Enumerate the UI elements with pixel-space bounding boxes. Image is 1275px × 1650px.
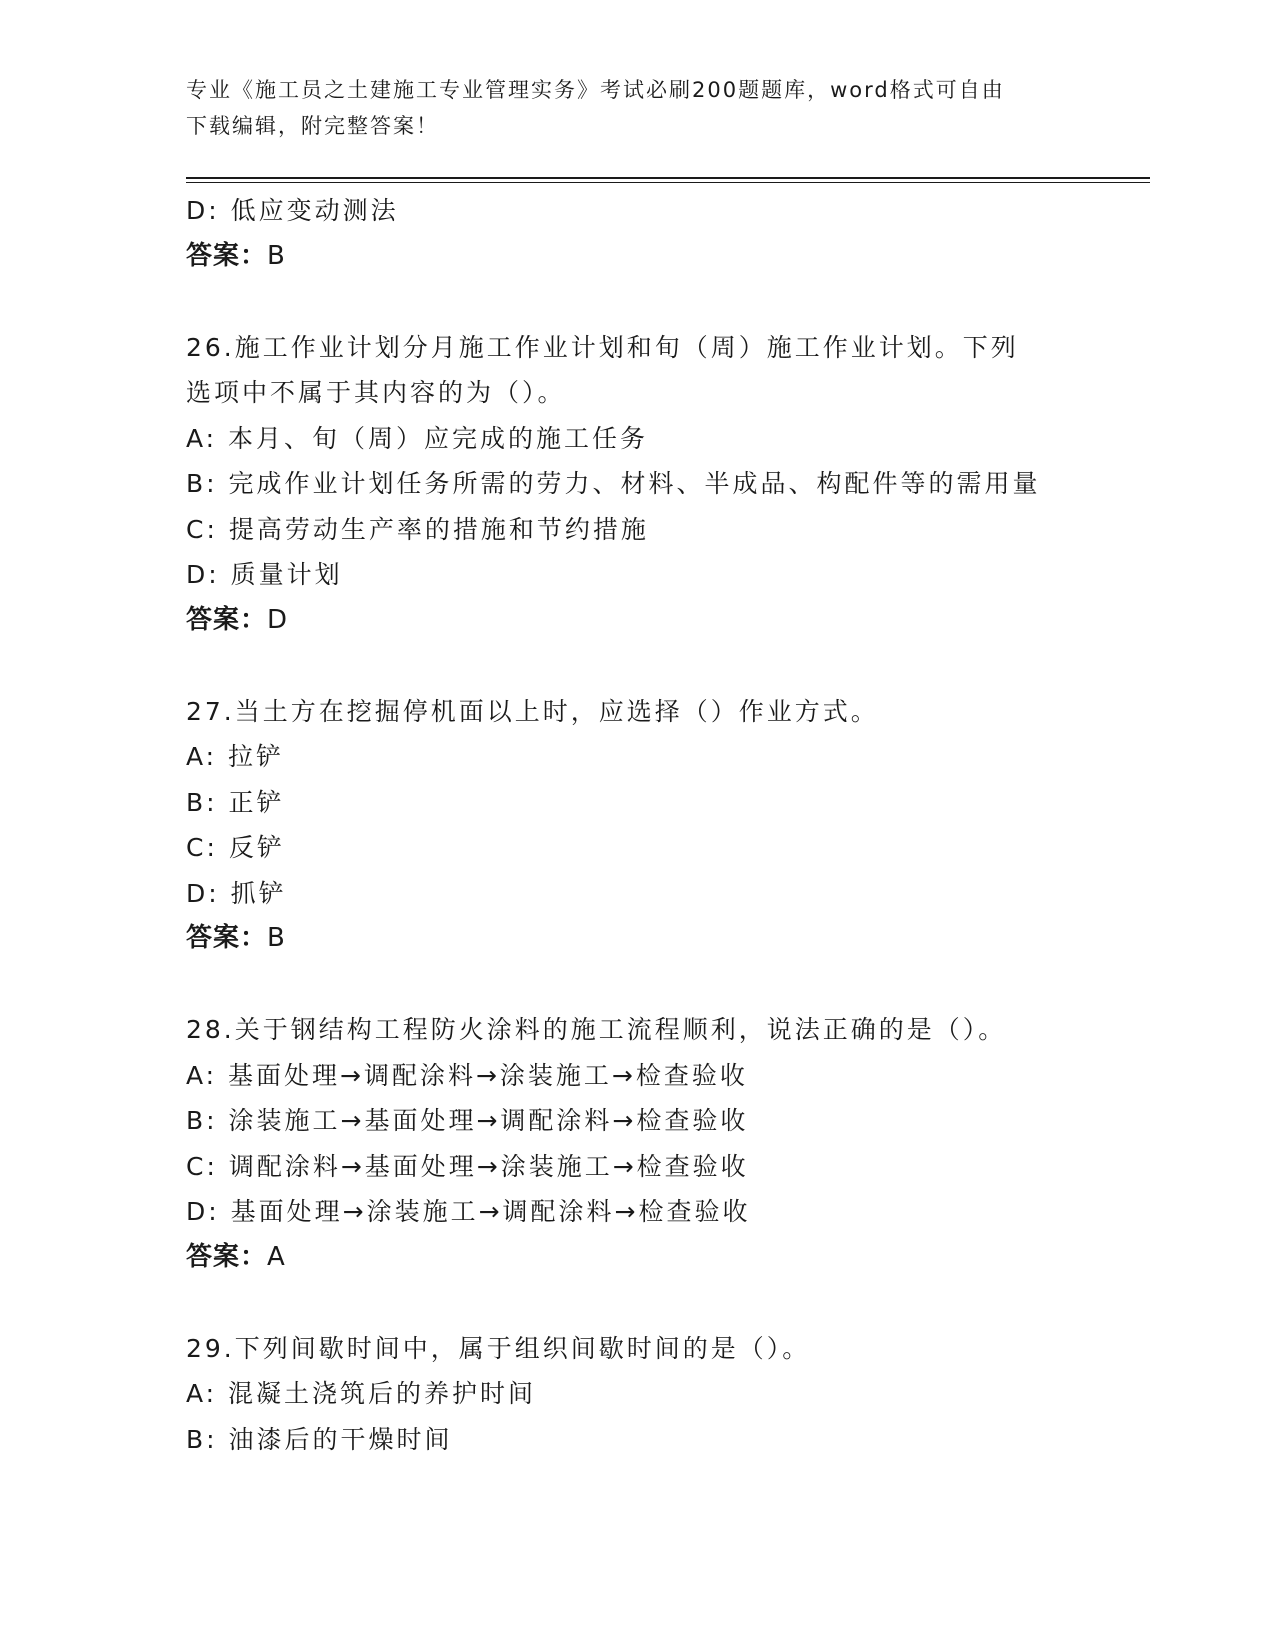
header-line-1: 专业《施工员之土建施工专业管理实务》考试必刷200题题库，word格式可自由	[186, 78, 1005, 102]
question-28-answer	[186, 1235, 1086, 1281]
answer-value: B	[267, 923, 286, 953]
question-27-answer	[186, 916, 1086, 962]
question-26-option-c: C: 提高劳动生产率的措施和节约措施	[186, 514, 649, 544]
question-27-option-d: D: 抓铲	[186, 878, 287, 908]
question-26-option-b: B: 完成作业计划任务所需的劳力、材料、半成品、构配件等的需用量	[186, 469, 1041, 498]
question-26-answer	[186, 598, 1086, 644]
question-list	[186, 188, 1086, 1462]
question-29-option-b: B: 油漆后的干燥时间	[186, 1424, 453, 1454]
spacer	[186, 279, 1086, 325]
question-29-option-a: A: 混凝土浇筑后的养护时间	[186, 1379, 537, 1408]
answer-value: A	[267, 1241, 286, 1272]
answer-label: 答案：	[186, 240, 268, 271]
answer-label: 答案：	[186, 1241, 268, 1272]
spacer	[186, 1280, 1086, 1326]
carryover-answer	[186, 234, 1086, 280]
question-28-option-c: C: 调配涂料→基面处理→涂装施工→检查验收	[186, 1151, 749, 1181]
question-29-text: 29.下列间歇时间中，属于组织间歇时间的是（）。	[186, 1333, 811, 1363]
question-27-option-a: A: 拉铲	[186, 742, 285, 771]
carryover-option-d: D: 低应变动测法	[186, 196, 399, 225]
answer-value: B	[267, 240, 286, 271]
header-line-2: 下载编辑，附完整答案！	[186, 114, 439, 138]
question-28-option-b: B: 涂装施工→基面处理→调配涂料→检查验收	[186, 1106, 749, 1135]
spacer	[186, 962, 1086, 1008]
question-26-option-a: A: 本月、旬（周）应完成的施工任务	[186, 423, 649, 453]
header-divider-thick	[186, 177, 1150, 179]
question-26-text: 26.施工作业计划分月施工作业计划和旬（周）施工作业计划。下列选项中不属于其内容的为（）。	[186, 332, 1019, 407]
answer-value: D	[267, 604, 289, 635]
question-26-option-d: D: 质量计划	[186, 560, 343, 589]
question-28-option-a: A: 基面处理→调配涂料→涂装施工→检查验收	[186, 1060, 748, 1090]
question-27-option-c: C: 反铲	[186, 833, 285, 862]
question-28-text: 28.关于钢结构工程防火涂料的施工流程顺利，说法正确的是（）。	[186, 1015, 1007, 1044]
question-28-option-d: D: 基面处理→涂装施工→调配涂料→检查验收	[186, 1197, 751, 1226]
spacer	[186, 643, 1086, 689]
answer-label: 答案：	[186, 604, 268, 635]
header-divider-thin	[186, 182, 1150, 183]
question-27-text: 27.当土方在挖掘停机面以上时，应选择（）作业方式。	[186, 696, 879, 726]
question-27-option-b: B: 正铲	[186, 787, 285, 817]
answer-label: 答案：	[186, 923, 268, 953]
document-header	[186, 72, 1066, 144]
